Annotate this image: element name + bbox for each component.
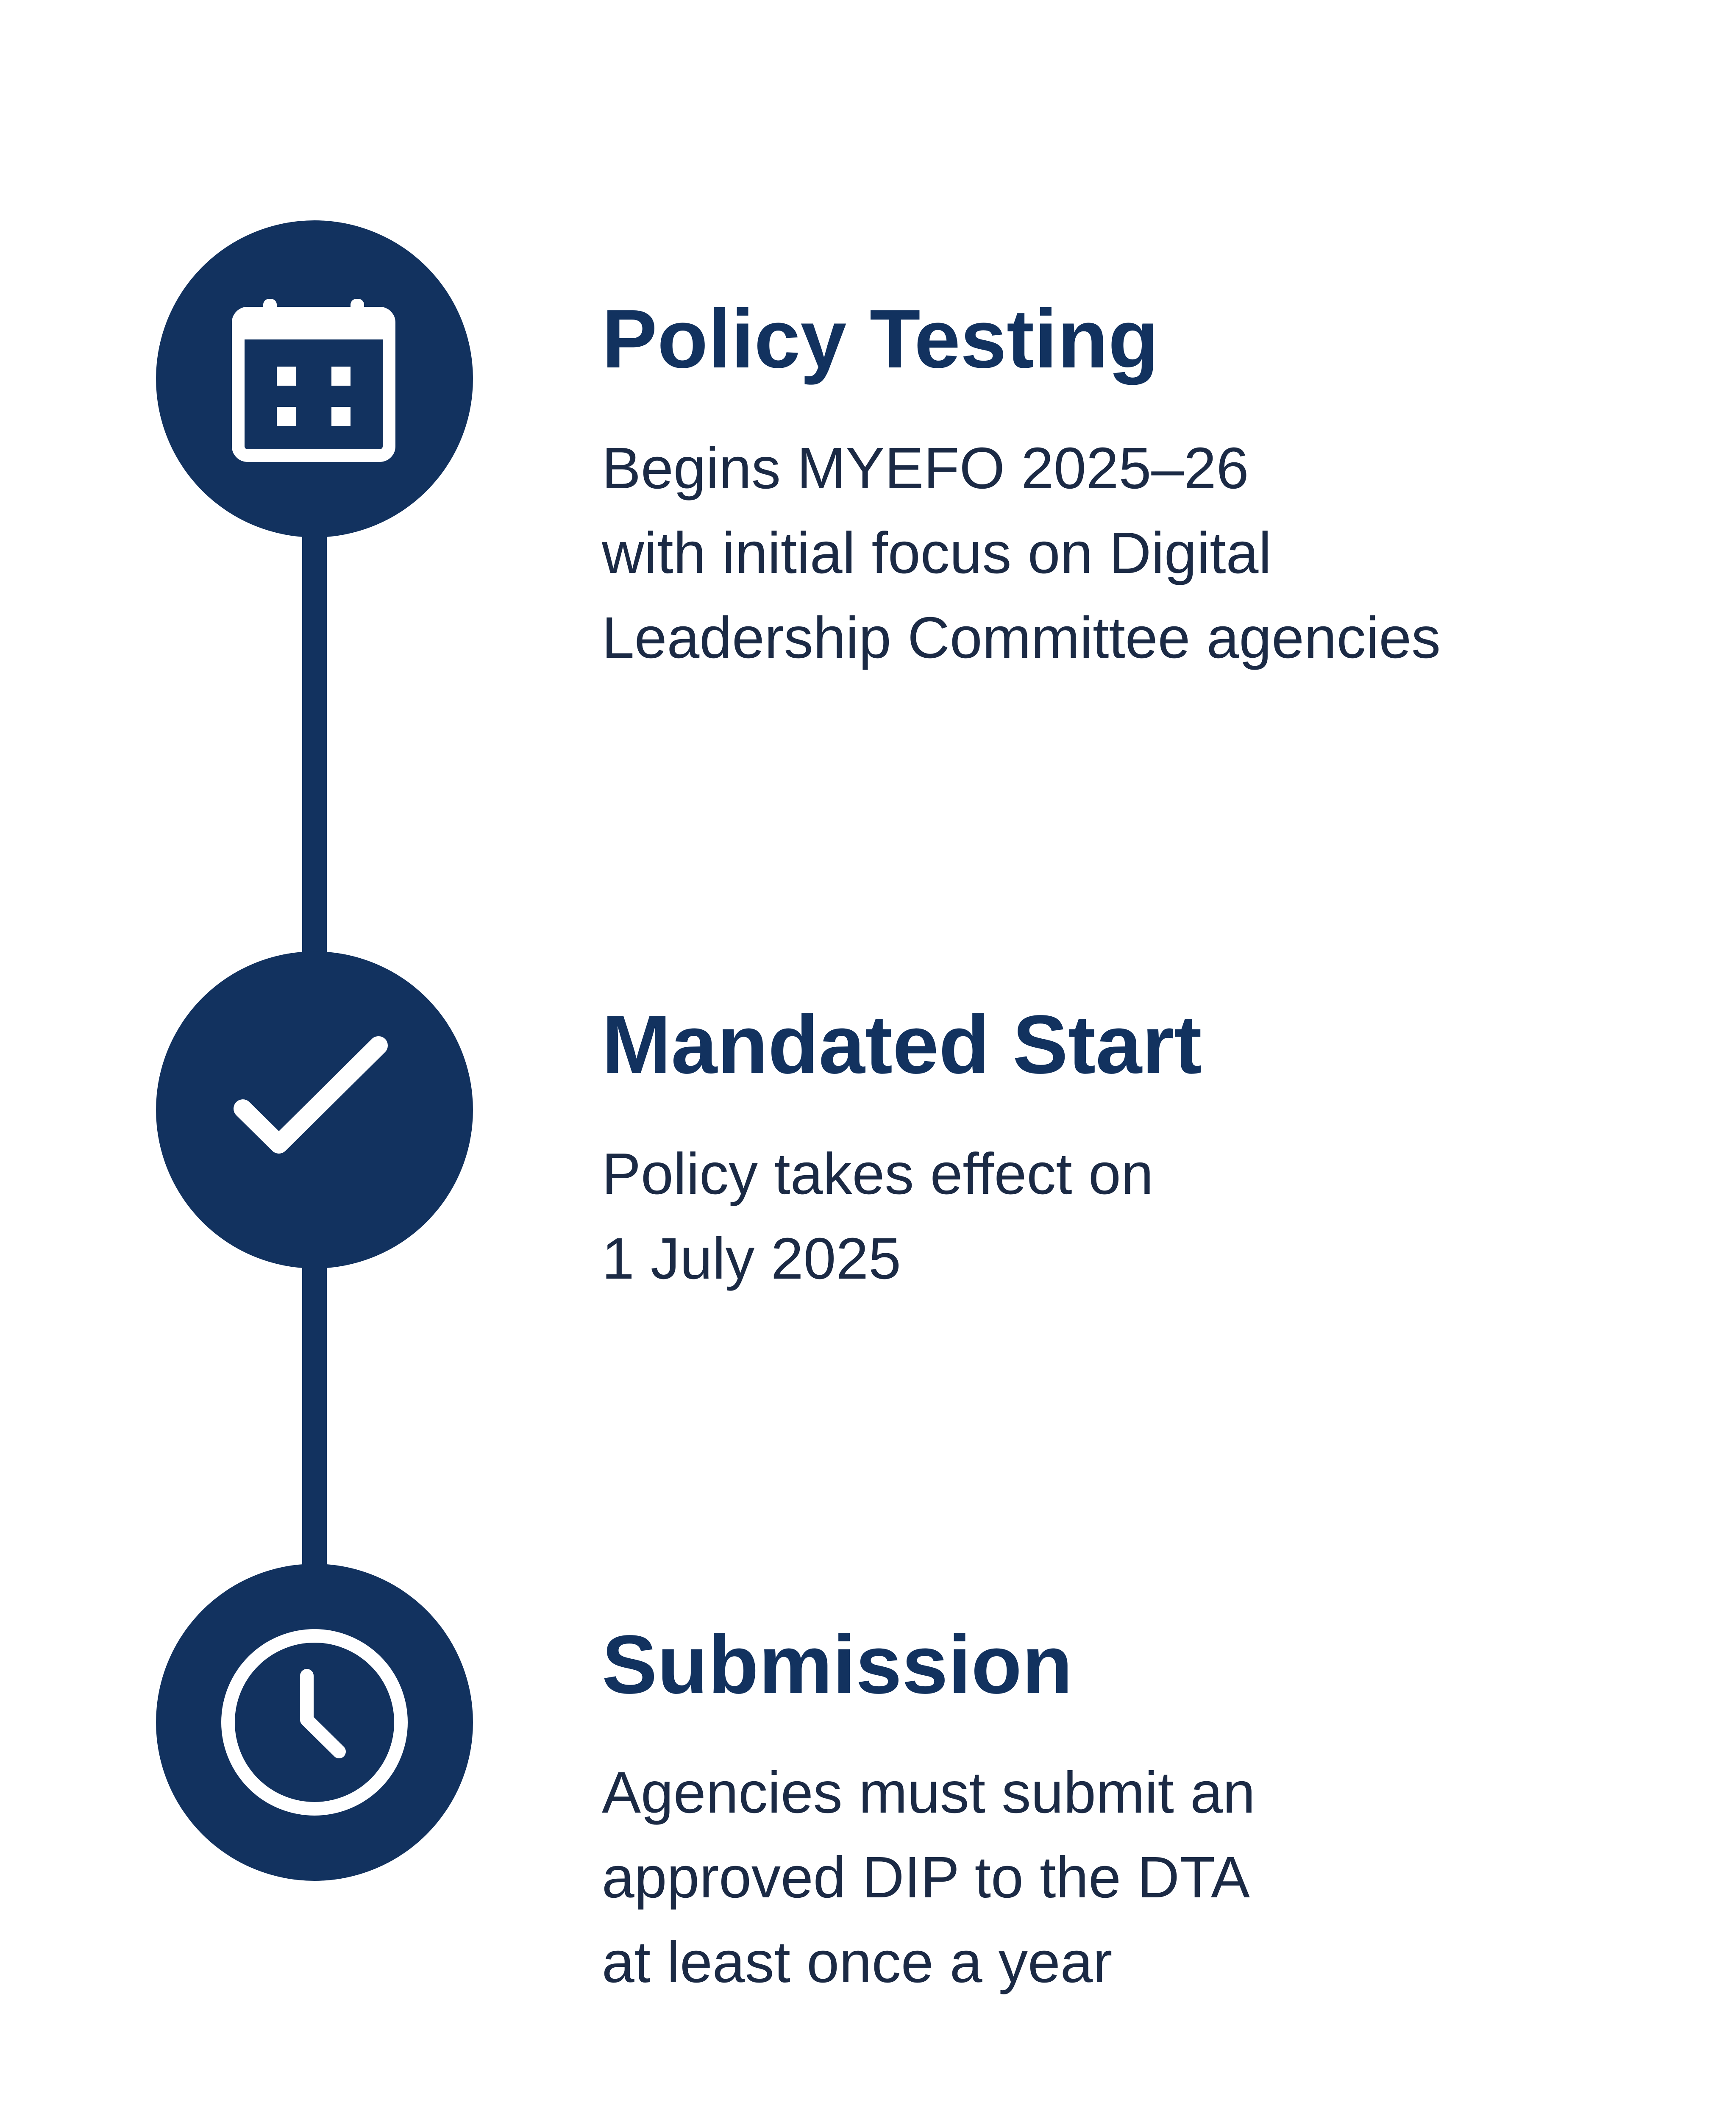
- step-1-line-2: with initial focus on Digital: [602, 520, 1272, 586]
- step-3-title: Submission: [602, 1618, 1073, 1711]
- step-2-description: [602, 1132, 1154, 1301]
- step-3-line-2: approved DIP to the DTA: [602, 1845, 1250, 1910]
- clock-icon: [156, 1564, 473, 1881]
- connector-line-2: [302, 1254, 327, 1585]
- calendar-icon: [156, 220, 473, 537]
- connector-line-1: [302, 509, 327, 975]
- step-3-line-3: at least once a year: [602, 1930, 1113, 1995]
- step-3-description: [602, 1750, 1255, 2005]
- step-1-marker: [156, 220, 473, 537]
- checkmark-icon: [156, 951, 473, 1268]
- step-1-description: [602, 426, 1441, 680]
- step-1-line-3: Leadership Committee agencies: [602, 605, 1441, 670]
- step-2-title: Mandated Start: [602, 998, 1202, 1091]
- step-3-line-1: Agencies must submit an: [602, 1760, 1255, 1825]
- step-2-line-2: 1 July 2025: [602, 1226, 901, 1291]
- step-1-title: Policy Testing: [602, 292, 1159, 385]
- step-3-marker: [156, 1564, 473, 1881]
- step-2-marker: [156, 951, 473, 1268]
- step-1-line-1: Begins MYEFO 2025–26: [602, 436, 1249, 501]
- step-2-line-1: Policy takes effect on: [602, 1141, 1154, 1207]
